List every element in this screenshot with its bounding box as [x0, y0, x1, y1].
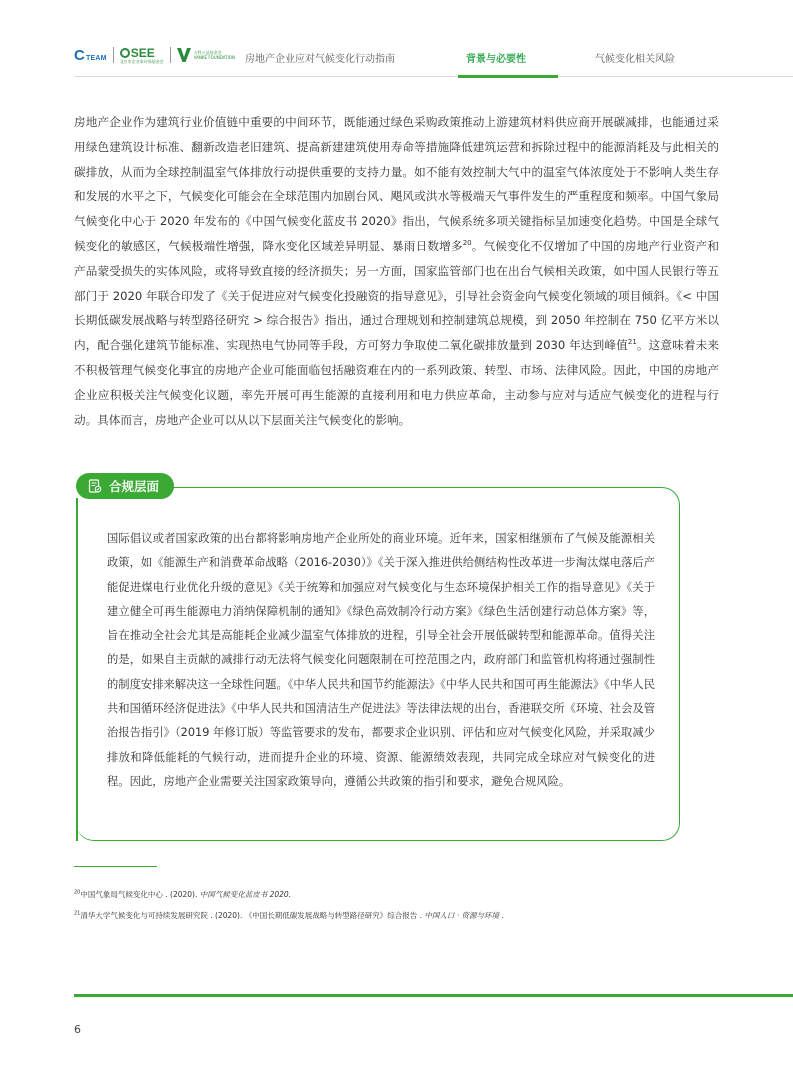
compliance-text: 国际倡议或者国家政策的出台都将影响房地产企业所处的商业环境。近年来，国家相继颁布了气候及能源相关政策，如《能源生产和消费革命战略（2016-2030）》《关于深入推进供给侧结构性改革进一步淘汰煤电落后产能促进煤电行业优化升级的意见》《关于统筹和加强应对气候变化与生态环境保护相关工作的指导意见》《关于建立健全可再生能源电力消纳保障机制的通知》《绿色高效制冷行动方案》《绿色生活创建行动总体方案》等，旨在推动全社会尤其是高能耗企业减少温室气体排放的进程，引导全社会开展低碳转型和能源革命。值得关注的是，如果自主贡献的减排行动无法将气候变化问题限制在可控范围之内，政府部门和监管机构将通过强制性的制度安排来解决这一全球性问题。《中华人民共和国节约能源法》《中华人民共和国可再生能源法》《中华人民共和国循环经济促进法》《中华人民共和国清洁生产促进法》等法律法规的出台，香港联交所《环境、社会及管治报告指引》（2019 年修订版）等监管要求的发布，都要求企业识别、评估和应对气候变化风险，并采取减少排放和降低能耗的气候行动，进而提升企业的环境、资源、能源绩效表现，共同完成全球应对气候变化的进程。因此，房地产企业需要关注国家政策导向，遵循公共政策的指引和要求，避免合规风险。 [107, 532, 655, 788]
vanke-v-icon [177, 47, 191, 63]
logo-divider [113, 47, 114, 63]
page-header [0, 0, 793, 78]
compliance-title: 合规层面 [109, 479, 160, 494]
document-check-icon [88, 479, 102, 493]
nav-background-active[interactable]: 背景与必要性 [466, 54, 526, 65]
partner-logos [74, 44, 235, 66]
footnotes [74, 884, 724, 926]
footnote-20: $^{20}$中国气象局气候变化中心 . (2020). 中国气候变化蓝皮书 2020. [74, 889, 292, 899]
footnote-divider [74, 866, 157, 867]
vanke-foundation-logo: 万科公益基金会 VANKE FOUNDATION [177, 47, 235, 63]
compliance-box-left-border [76, 498, 78, 841]
logo-divider [170, 47, 171, 63]
nav-climate-risk[interactable]: 气候变化相关风险 [595, 54, 675, 65]
footnote-ref-20[interactable]: 20 [462, 239, 472, 248]
intro-paragraph: 房地产企业作为建筑行业价值链中重要的中间环节，既能通过绿色采购政策推动上游建筑材料供应商开展碳减排，也能通过采用绿色建筑设计标准、翻新改造老旧建筑、提高新建建筑使用寿命等措施降低建筑运营和拆除过程中的能源消耗及与此相关的碳排放，从而为全球控制温室气体排放行动提供重要的支持力量。如不能有效控制大气中的温室气体浓度处于不影响人类生存和发展的水平之下，气候变化可能会在全球范围内加剧台风、飓风或洪水等极端天气事件发生的严重程度和频率。中国气象局气候变化中心于 2020 年发布的《中国气候变化蓝皮书 2020》指出，气候系统多项关键指标呈加速变化趋势。中国是全球气候变化的敏感区，气候极端性增强，降水变化区域差异明显、暴雨日数增多$^{20}$。气候变化不仅增加了中国的房地产行业资产和产品蒙受损失的实体风险，或将导致直接的经济损失；另一方面，国家监管部门也在出台气候相关政策，如中国人民银行等五部门于 2020 年联合印发了《关于促进应对气候变化投融资的指导意见》，引导社会资金向气候变化领域的项目倾斜。《< 中国长期低碳发展战略与转型路径研究 > 综合报告》指出，通过合理规划和控制建筑总规模，到 2050 年控制在 750 亿平方米以内，配合强化建筑节能标准、实现热电气协同等手段，方可努力争取使二氧化碳排放量到 2030 年达到峰值$^{21}$。这意味着未来不积极管理气候变化事宜的房地产企业可能面临包括融资难在内的一系列政策、转型、市场、法律风险。因此，中国的房地产企业应积极关注气候变化议题，率先开展可再生能源的直接利用和电力供应革命，主动参与应对与适应气候变化的进程与行动。具体而言，房地产企业可以从以下层面关注气候变化的影响。 [74, 115, 719, 427]
nav-guide-title[interactable]: 房地产企业应对气候变化行动指南 [245, 54, 395, 65]
header-divider [74, 76, 793, 77]
footnote-ref-21[interactable]: 21 [627, 338, 637, 347]
compliance-title-tab [76, 473, 174, 499]
cteam-logo: C TEAM [74, 46, 107, 64]
footer-divider [74, 994, 793, 997]
see-logo: SEE 北京市企业家环保基金会 [119, 45, 164, 64]
page-number: 6 [74, 1023, 81, 1036]
footnote-21: $^{21}$清华大学气候变化与可持续发展研究院 . (2020). 《中国长期低碳发展战略与转型路径研究》综合报告 . 中国人口 · 资源与环境 . [74, 910, 504, 920]
active-section-indicator [458, 75, 558, 78]
